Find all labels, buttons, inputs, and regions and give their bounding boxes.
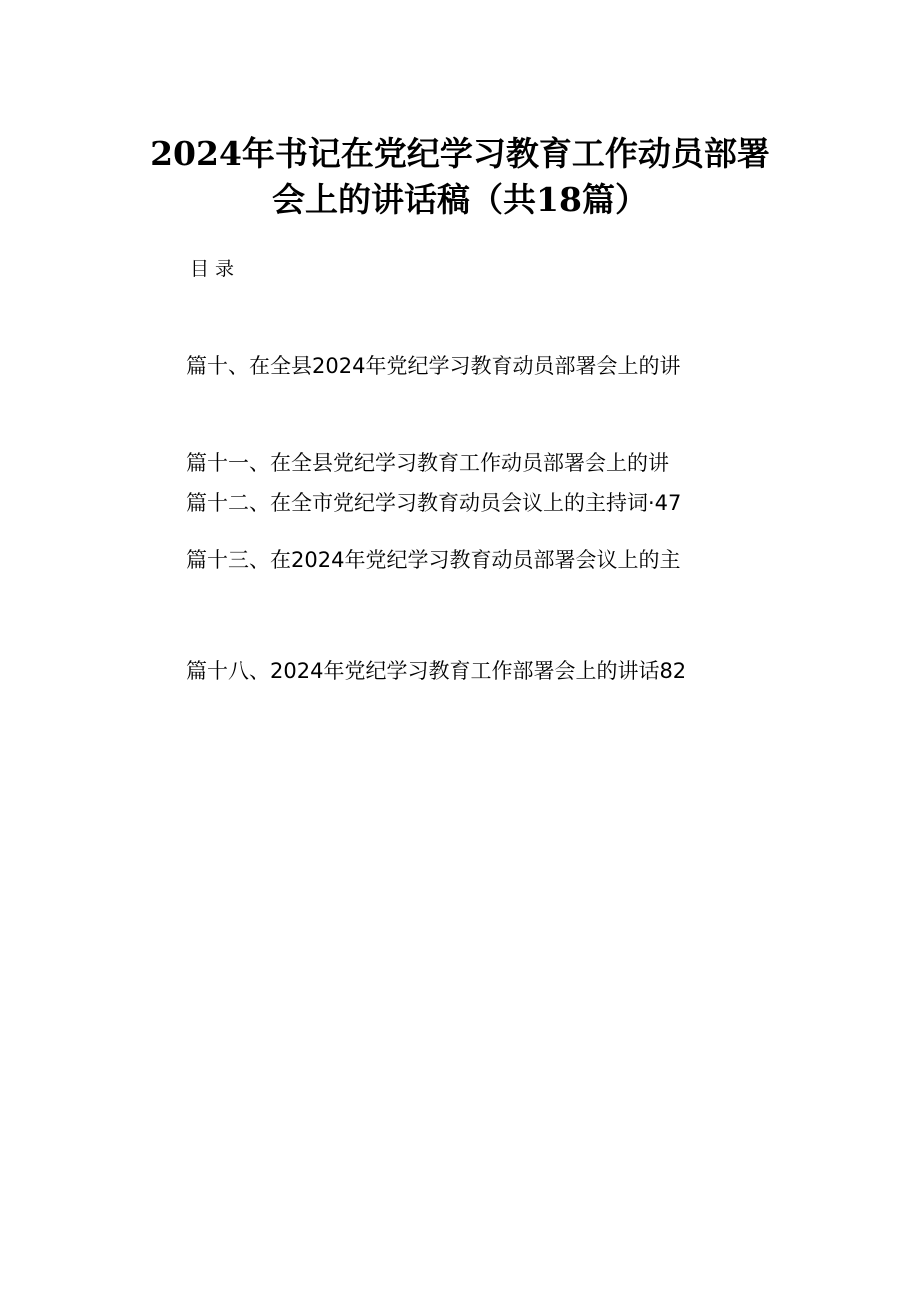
toc-entry[interactable]: 篇十三、在2024年党纪学习教育动员部署会议上的主 [186, 548, 681, 572]
document-title-line2: 会上的讲话稿（共18篇） [272, 180, 648, 219]
toc-entry[interactable]: 篇十二、在全市党纪学习教育动员会议上的主持词·47 [186, 491, 682, 515]
toc-entry[interactable]: 篇十八、2024年党纪学习教育工作部署会上的讲话82 [186, 659, 687, 683]
toc-entry[interactable]: 篇十一、在全县党纪学习教育工作动员部署会上的讲 [186, 451, 669, 475]
toc-heading: 目录 [190, 258, 241, 280]
document-title-line1: 2024年书记在党纪学习教育工作动员部署 [150, 134, 770, 173]
toc-entry[interactable]: 篇十、在全县2024年党纪学习教育动员部署会上的讲 [186, 354, 681, 378]
